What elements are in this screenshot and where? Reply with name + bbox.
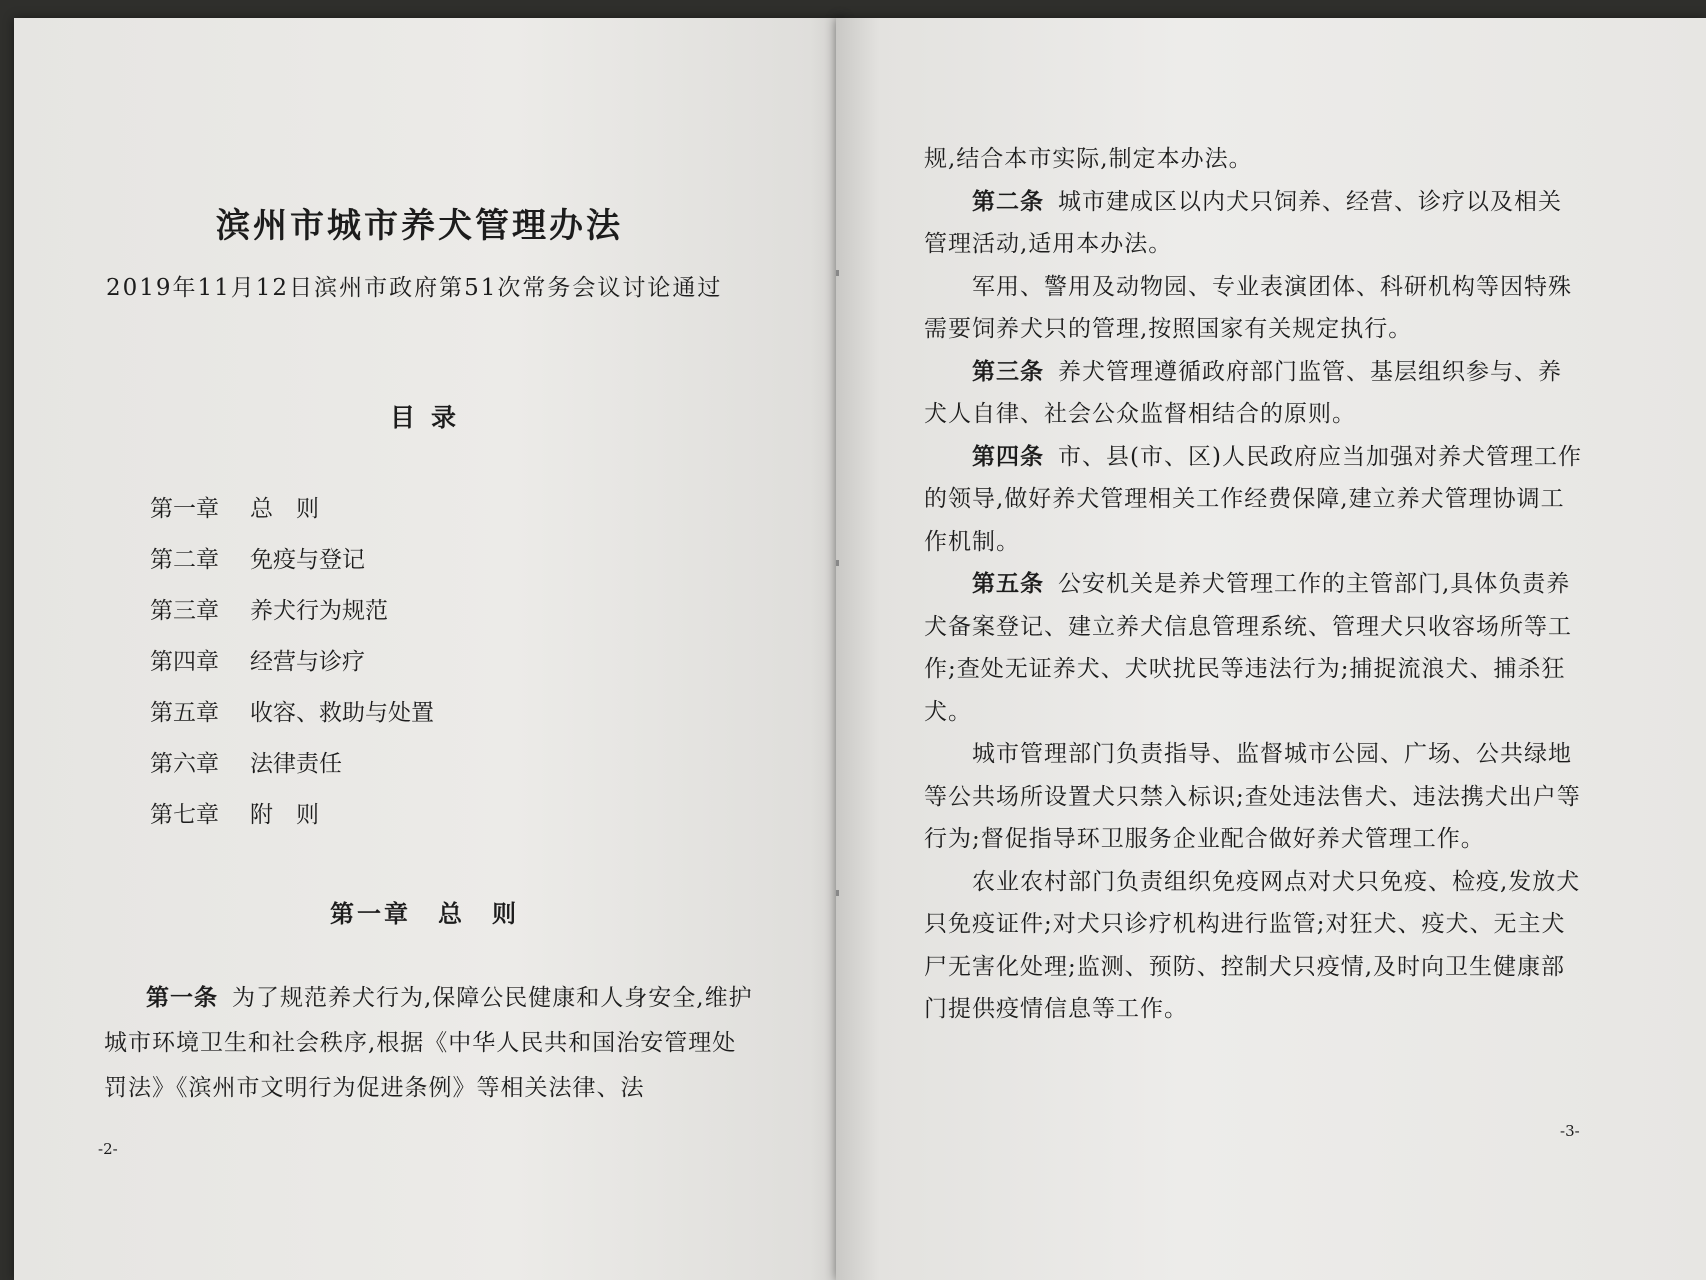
toc-chapter: 第四章 (150, 649, 219, 675)
toc-chapter: 第一章 (150, 496, 219, 522)
article-4 (924, 436, 1584, 564)
toc-chapter: 第二章 (150, 547, 219, 573)
article-paragraph: 城市管理部门负责指导、监督城市公园、广场、公共绿地等公共场所设置犬只禁入标识;查处违法售犬、违法携犬出户等行为;督促指导环卫服务企业配合做好养犬管理工作。 (924, 741, 1581, 852)
binding-stitch (836, 270, 839, 276)
toc-item (150, 694, 434, 745)
toc-item (150, 541, 434, 592)
page-number: -2- (98, 1140, 118, 1158)
toc-chapter: 第三章 (150, 598, 219, 624)
binding-stitch (836, 890, 839, 896)
article-label: 第四条 (972, 442, 1044, 470)
article-1 (104, 975, 760, 1111)
toc-item (150, 490, 434, 541)
article-2 (924, 181, 1584, 266)
binding-stitch (836, 560, 839, 566)
toc-name: 法律责任 (250, 751, 342, 777)
article-label: 第一条 (146, 984, 218, 1011)
toc-name: 经营与诊疗 (250, 649, 365, 675)
article-label: 第三条 (972, 357, 1044, 385)
toc-name: 养犬行为规范 (250, 598, 388, 624)
article-5 (924, 563, 1584, 733)
article-label: 第二条 (972, 187, 1044, 215)
approval-note: 2019年11月12日滨州市政府第51次常务会议讨论通过 (106, 275, 723, 301)
toc-chapter: 第五章 (150, 700, 219, 726)
article-paragraph: 军用、警用及动物园、专业表演团体、科研机构等因特殊需要饲养犬只的管理,按照国家有关规定执行。 (924, 273, 1572, 342)
article-text: 城市建成区以内犬只饲养、经营、诊疗以及相关管理活动,适用本办法。 (924, 188, 1562, 257)
article-paragraph: 农业农村部门负责组织免疫网点对犬只免疫、检疫,发放犬只免疫证件;对犬只诊疗机构进行监管;对狂犬、疫犬、无主犬尸无害化处理;监测、预防、控制犬只疫情,及时向卫生健康部门提供疫情信息等工作。 (924, 868, 1581, 1022)
toc-item (150, 643, 434, 694)
table-of-contents (150, 490, 434, 847)
article-3 (924, 351, 1584, 436)
toc-title: 目录 (390, 403, 473, 432)
document-title: 滨州市城市养犬管理办法 (216, 206, 623, 246)
chapter-heading: 第一章 总 则 (330, 899, 519, 928)
toc-name: 免疫与登记 (250, 547, 365, 573)
article-text: 养犬管理遵循政府部门监管、基层组织参与、养犬人自律、社会公众监督相结合的原则。 (924, 358, 1562, 427)
toc-name: 收容、救助与处置 (250, 700, 434, 726)
toc-name: 总 则 (250, 496, 319, 522)
toc-item (150, 745, 434, 796)
continued-text: 规,结合本市实际,制定本办法。 (924, 146, 1253, 172)
toc-chapter: 第六章 (150, 751, 219, 777)
article-label: 第五条 (972, 570, 1044, 597)
toc-item (150, 592, 434, 643)
toc-item (150, 796, 434, 847)
page-number: -3- (1560, 1122, 1580, 1140)
right-page-text (924, 138, 1584, 1031)
article-text: 市、县(市、区)人民政府应当加强对养犬管理工作的领导,做好养犬管理相关工作经费保障,建立养犬管理协调工作机制。 (924, 443, 1582, 555)
toc-chapter: 第七章 (150, 802, 219, 828)
article-text: 为了规范养犬行为,保障公民健康和人身安全,维护城市环境卫生和社会秩序,根据《中华人民共和国治安管理处罚法》《滨州市文明行为促进条例》等相关法律、法 (104, 985, 753, 1101)
toc-name: 附 则 (250, 802, 319, 828)
article-text: 公安机关是养犬管理工作的主管部门,具体负责养犬备案登记、建立养犬信息管理系统、管理犬只收容场所等工作;查处无证养犬、犬吠扰民等违法行为;捕捉流浪犬、捕杀狂犬。 (924, 571, 1572, 725)
